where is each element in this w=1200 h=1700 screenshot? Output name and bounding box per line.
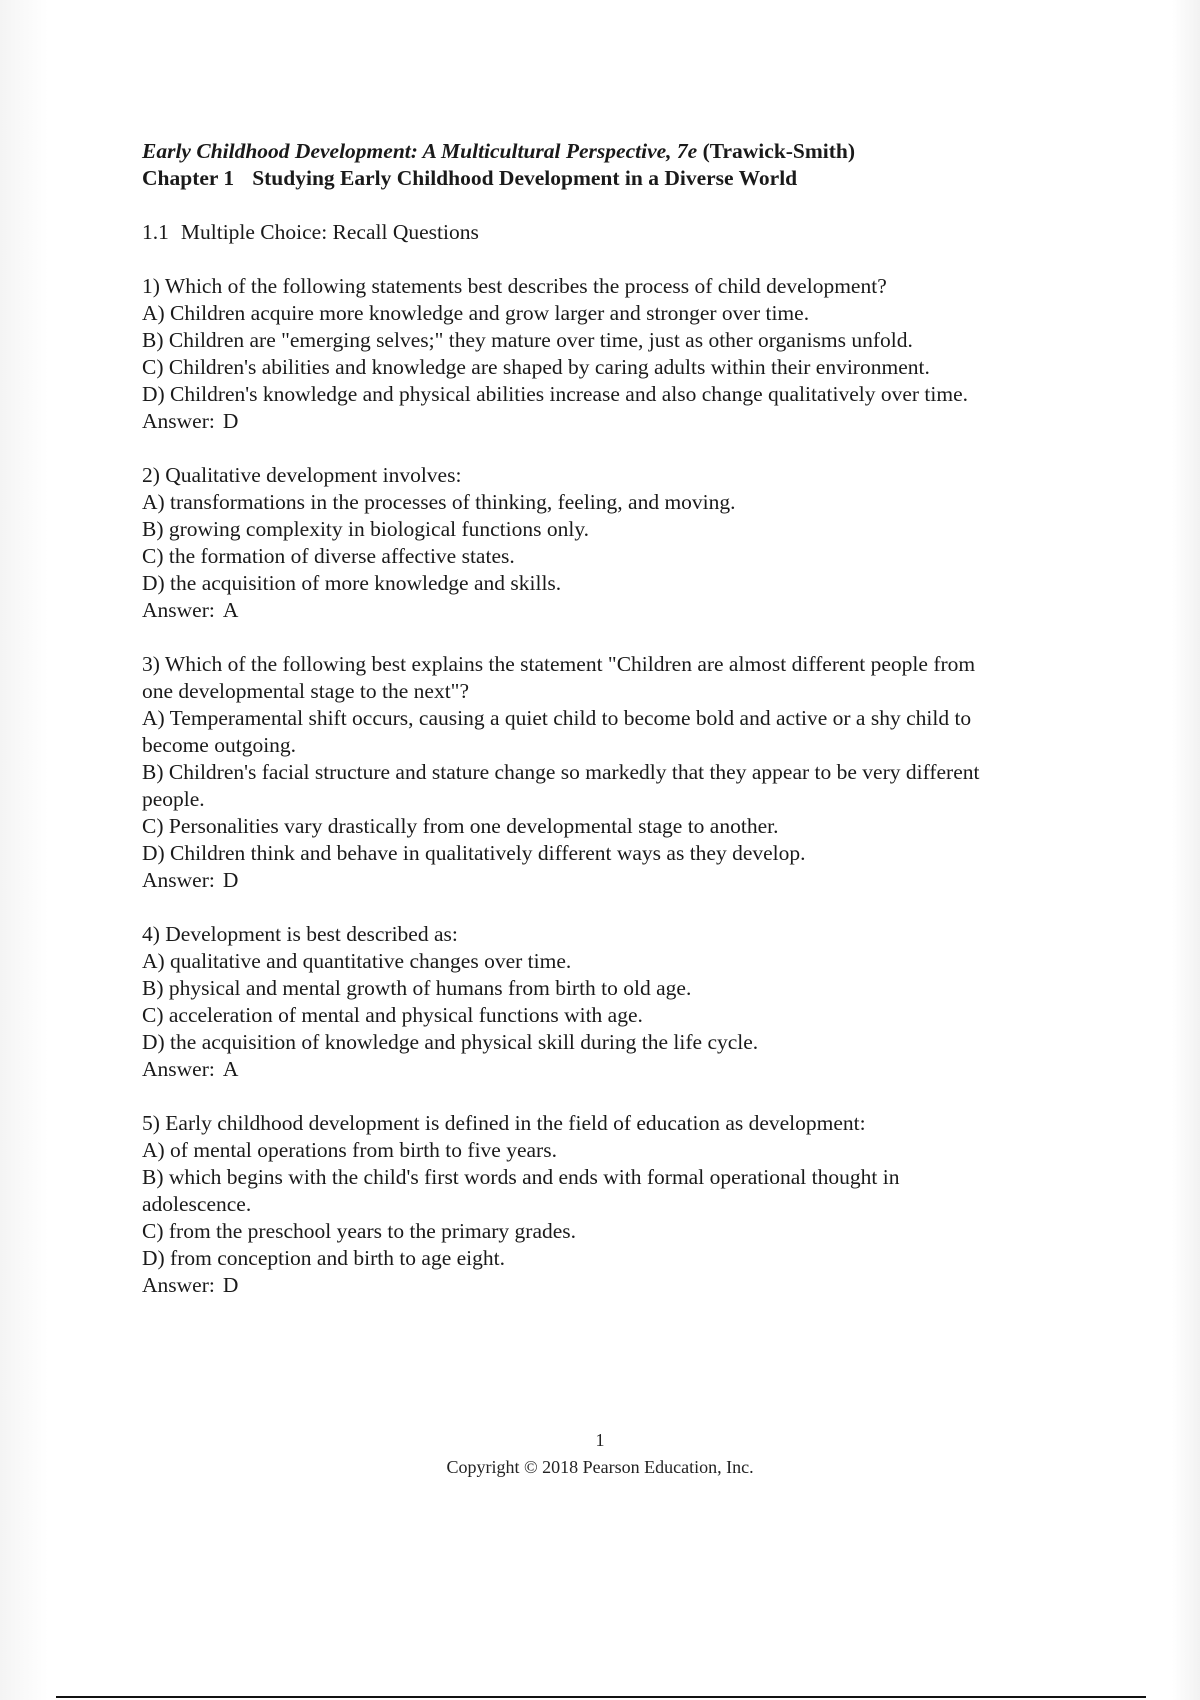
- answer-option: D) Children's knowledge and physical abilities increase and also change qualitatively over time.: [142, 382, 968, 406]
- answer-label: Answer:: [142, 409, 215, 433]
- question-prompt: 2) Qualitative development involves:: [142, 463, 462, 487]
- question-prompt: 1) Which of the following statements best describes the process of child development?: [142, 274, 887, 298]
- answer-label: Answer:: [142, 598, 215, 622]
- answer-option: A) of mental operations from birth to five years.: [142, 1138, 557, 1162]
- answer-value: A: [222, 598, 239, 622]
- answer-option: C) from the preschool years to the primary grades.: [142, 1219, 577, 1243]
- answer-option: D) the acquisition of more knowledge and skills.: [142, 571, 562, 595]
- answer-option: B) Children are "emerging selves;" they mature over time, just as other organisms unfold.: [142, 328, 913, 352]
- answer-option: A) Temperamental shift occurs, causing a quiet child to become bold and active or a shy child to: [142, 706, 972, 730]
- answer-option: C) acceleration of mental and physical functions with age.: [142, 1003, 643, 1027]
- page-number: 1: [595, 1430, 605, 1450]
- answer-label: Answer:: [142, 868, 215, 892]
- correct-answer: [142, 1272, 1072, 1299]
- answer-option-continued: people.: [142, 787, 205, 811]
- answer-option: D) from conception and birth to age eight.: [142, 1246, 506, 1270]
- answer-option: C) the formation of diverse affective states.: [142, 544, 515, 568]
- answer-value: D: [222, 868, 239, 892]
- question-5: [142, 1110, 1072, 1299]
- answer-option: A) transformations in the processes of thinking, feeling, and moving.: [142, 490, 736, 514]
- question-1: [142, 273, 1072, 435]
- book-title: Early Childhood Development: A Multicultural Perspective, 7e: [142, 139, 698, 163]
- answer-option: B) which begins with the child's first words and ends with formal operational thought in: [142, 1165, 900, 1189]
- correct-answer: [142, 1056, 1072, 1083]
- answer-option: B) Children's facial structure and stature change so markedly that they appear to be very different: [142, 760, 980, 784]
- answer-option: C) Children's abilities and knowledge are shaped by caring adults within their environment.: [142, 355, 930, 379]
- chapter-label: Chapter 1: [142, 166, 235, 190]
- answer-option: A) Children acquire more knowledge and grow larger and stronger over time.: [142, 301, 810, 325]
- question-prompt: 3) Which of the following best explains the statement "Children are almost different people from: [142, 652, 976, 676]
- answer-option: D) the acquisition of knowledge and physical skill during the life cycle.: [142, 1030, 759, 1054]
- question-4: [142, 921, 1072, 1083]
- book-author: (Trawick-Smith): [702, 139, 856, 163]
- chapter-title-line: [142, 165, 1072, 192]
- copyright-notice: Copyright © 2018 Pearson Education, Inc.: [446, 1457, 754, 1477]
- book-title-line: [142, 138, 1072, 165]
- answer-option-continued: become outgoing.: [142, 733, 297, 757]
- answer-label: Answer:: [142, 1057, 215, 1081]
- page-content: [142, 138, 1072, 1299]
- question-2: [142, 462, 1072, 624]
- correct-answer: [142, 408, 1072, 435]
- chapter-title: Studying Early Childhood Development in a Diverse World: [252, 166, 798, 190]
- answer-value: A: [222, 1057, 239, 1081]
- answer-value: D: [222, 409, 239, 433]
- question-prompt: 4) Development is best described as:: [142, 922, 458, 946]
- answer-option: B) growing complexity in biological functions only.: [142, 517, 590, 541]
- answer-option: A) qualitative and quantitative changes over time.: [142, 949, 572, 973]
- answer-label: Answer:: [142, 1273, 215, 1297]
- section-number: 1.1: [142, 220, 169, 244]
- question-prompt: 5) Early childhood development is defined in the field of education as development:: [142, 1111, 866, 1135]
- question-3: [142, 651, 1072, 894]
- bottom-divider: [56, 1696, 1146, 1698]
- question-prompt-continued: one developmental stage to the next"?: [142, 679, 469, 703]
- correct-answer: [142, 867, 1072, 894]
- answer-option: D) Children think and behave in qualitatively different ways as they develop.: [142, 841, 806, 865]
- answer-option: B) physical and mental growth of humans from birth to old age.: [142, 976, 692, 1000]
- section-heading: [142, 219, 1072, 246]
- correct-answer: [142, 597, 1072, 624]
- answer-option: C) Personalities vary drastically from one developmental stage to another.: [142, 814, 779, 838]
- section-title: Multiple Choice: Recall Questions: [180, 220, 479, 244]
- answer-option-continued: adolescence.: [142, 1192, 252, 1216]
- answer-value: D: [222, 1273, 239, 1297]
